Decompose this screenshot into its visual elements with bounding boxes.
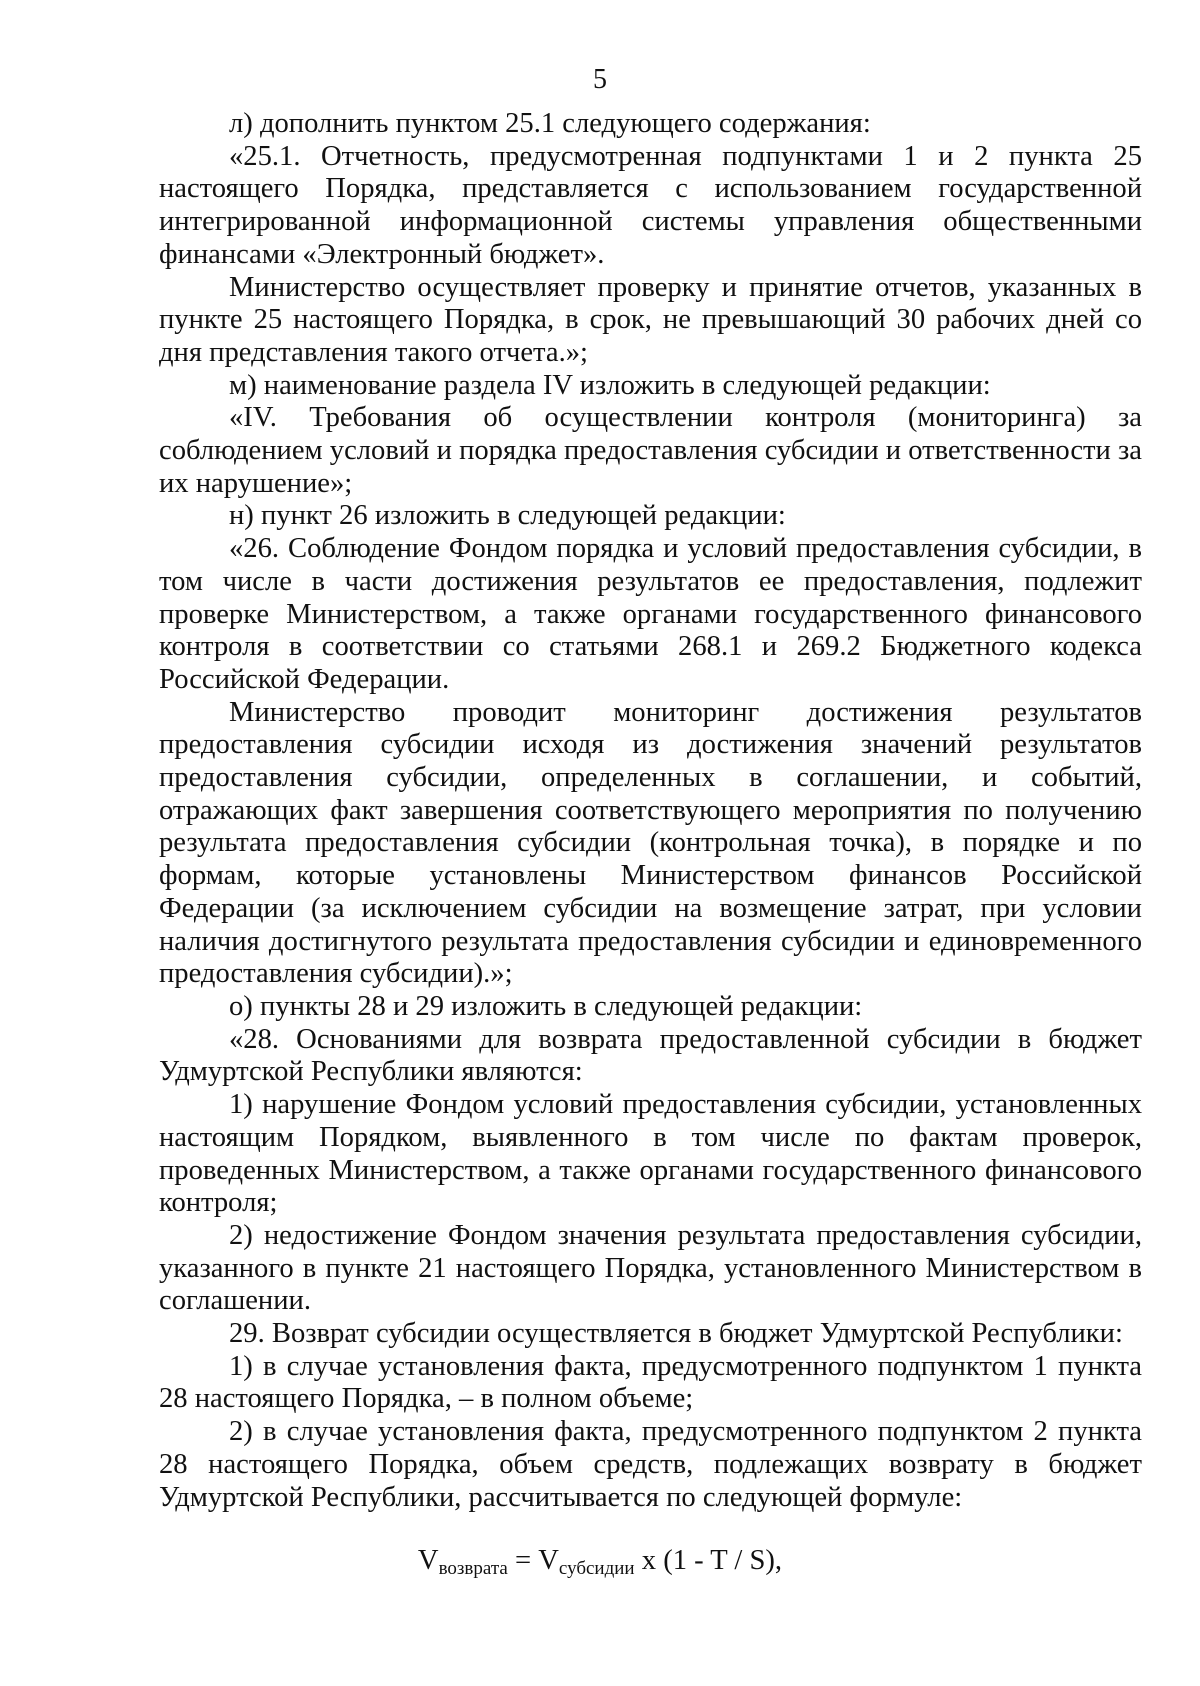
paragraph-point-28-2: 2) недостижение Фондом значения результата предоставления субсидии, указанного в пункте 21 настоящего Порядка, установленного Министерством в соглашении. [159,1219,1142,1317]
paragraph-point-25-1: «25.1. Отчетность, предусмотренная подпунктами 1 и 2 пункта 25 настоящего Порядка, представляется с использованием государственной интегрированной информационной системы управления общественными финансами «Электронный бюджет». [159,140,1142,270]
paragraph-section-iv-title: «IV. Требования об осуществлении контроля (мониторинга) за соблюдением условий и порядка предоставления субсидии и ответственности за их нарушение»; [159,402,1142,499]
paragraph-amendment-m: м) наименование раздела IV изложить в следующей редакции: [229,369,991,401]
paragraph-amendment-o: о) пункты 28 и 29 изложить в следующей редакции: [229,990,863,1022]
formula-lhs-symbol: V [417,1545,439,1576]
formula-rhs-rest: x (1 - T / S), [634,1545,783,1576]
paragraph-amendment-n: н) пункт 26 изложить в следующей редакции: [229,500,786,532]
paragraph-ministry-check: Министерство осуществляет проверку и принятие отчетов, указанных в пункте 25 настоящего Порядка, в срок, не превышающий 30 рабочих дней со дня представления такого отчета.»; [159,271,1142,368]
paragraph-point-26: «26. Соблюдение Фондом порядка и условий предоставления субсидии, в том числе в части достижения результатов ее предоставления, подлежит проверке Министерством, а также органами государственного финансового контроля в соответствии со статьями 268.1 и 269.2 Бюджетного кодекса Российской Федерации. [159,533,1142,695]
paragraph-amendment-l: л) дополнить пунктом 25.1 следующего содержания: [229,108,871,139]
formula-rhs-subscript: субсидии [558,1558,635,1579]
paragraph-point-29-2: 2) в случае установления факта, предусмотренного подпунктом 2 пункта 28 настоящего Порядка, объем средств, подлежащих возврату в бюджет Удмуртской Республики, рассчитывается по следующей формуле: [159,1416,1142,1513]
formula-lhs-subscript: возврата [438,1558,508,1579]
paragraph-point-28-1: 1) нарушение Фондом условий предоставления субсидии, установленных настоящим Порядком, выявленного в том числе по фактам проверок, проведенных Министерством, а также органами государственного финансового контроля; [159,1089,1142,1219]
formula-equals: = [507,1545,539,1576]
paragraph-point-29: 29. Возврат субсидии осуществляется в бюджет Удмуртской Республики: [229,1318,1123,1350]
document-body [159,108,1142,1514]
paragraph-point-28: «28. Основаниями для возврата предоставленной субсидии в бюджет Удмуртской Республики являются: [159,1023,1142,1088]
paragraph-point-29-1: 1) в случае установления факта, предусмотренного подпунктом 1 пункта 28 настоящего Порядка, – в полном объеме; [159,1350,1142,1415]
page-number: 5 [593,64,607,95]
return-formula [0,1544,1200,1578]
formula-rhs-symbol: V [538,1545,559,1576]
paragraph-monitoring: Министерство проводит мониторинг достижения результатов предоставления субсидии исходя из достижения значений результатов предоставления субсидии, определенных в соглашении, и событий, отражающих факт завершения соответствующего мероприятия по получению результата предоставления субсидии (контрольная точка), в порядке и по формам, которые установлены Министерством финансов Российской Федерации (за исключением субсидии на возмещение затрат, при условии наличия достигнутого результата предоставления субсидии и единовременного предоставления субсидии).»; [159,696,1142,990]
